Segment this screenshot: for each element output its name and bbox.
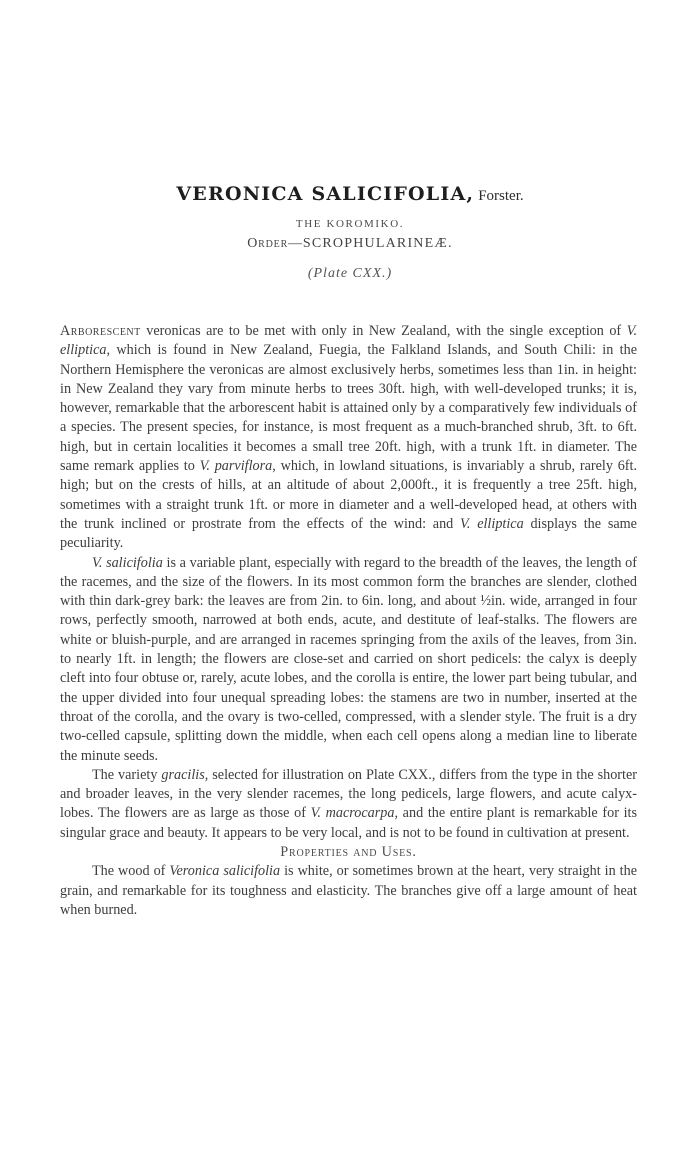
species-name: V. parviflora	[199, 458, 273, 475]
variety-name: gracilis	[161, 766, 205, 783]
plate-reference: (Plate CXX.)	[307, 266, 393, 281]
species-name: V. salicifolia	[92, 554, 163, 571]
paragraph-properties	[60, 862, 637, 920]
text-run: , and the entire plant is remarkable for its singular grace and beauty. It appears to be very local, and is not to be found in cultivation at present.	[60, 805, 637, 841]
text-run: is white, or sometimes brown at the heart, very straight in the grain, and remarkable for its toughness and elasticity. The branches give off a large amount of heat when burned.	[60, 863, 638, 918]
order-prefix: Order—	[247, 236, 303, 251]
paragraph-variety	[60, 766, 637, 843]
section-heading-properties: Properties and Uses.	[280, 844, 417, 861]
species-name: V. elliptica	[60, 323, 637, 359]
text-run: The wood of	[92, 863, 170, 880]
species-name: V. macrocarpa	[310, 805, 395, 822]
text-run: , which is found in New Zealand, Fuegia, the Falkland Islands, and South Chili: in the Northern Hemisphere the veronicas are almost exclusively herbs, sometimes less than 1in. in height: in New Zealand they vary from minute herbs to trees 30ft. high, with well-developed trunks; it is, however, remarkable that the arborescent habit is attained only by a comparatively few individuals of a species. The present species, for instance, is most frequent as a much-branched shrub, 3ft. to 6ft. high, but in certain localities it becomes a small tree 20ft. high, with a trunk 1ft. in diameter. The same remark applies to	[60, 342, 637, 475]
order-name: SCROPHULARINEÆ.	[302, 236, 453, 251]
species-author: Forster.	[478, 188, 524, 204]
page-header	[0, 182, 700, 282]
text-run: veronicas are to be met with only in New Zealand, with the single exception of	[140, 323, 627, 339]
text-run: The variety	[92, 766, 162, 783]
species-name: V. elliptica	[460, 515, 524, 532]
species-name: Veronica salicifolia	[169, 863, 281, 880]
common-name: THE KOROMIKO.	[295, 218, 405, 230]
text-run: , selected for illustration on Plate CXX., differs from the type in the shorter and broader leaves, in the very slender racemes, the long pedicels, large flowers, and acute calyx-lobes. The flowers are as large as those of	[60, 766, 637, 822]
text-run: , which, in lowland situations, is invariably a shrub, rarely 6ft. high; but on the crests of hills, at an altitude of about 2,000ft., it is frequently a tree 25ft. high, sometimes with a straight trunk 1ft. or more in diameter and a well-developed head, at others with the trunk inclined or prostrate from the effects of the wind: and	[60, 458, 637, 532]
species-title-line	[0, 182, 700, 208]
text-run: is a variable plant, especially with regard to the breadth of the leaves, the length of the racemes, and the size of the flowers. In its most common form the branches are slender, clothed with thin dark-grey bark: the leaves are from 2in. to 6in. long, and about ½in. wide, arranged in four rows, perfectly smooth, narrowed at both ends, acute, and destitute of leaf-stalks. The flowers are white or bluish-purple, and are arranged in racemes springing from the axils of the leaves, from 3in. to nearly 1ft. in length; the flowers are close-set and carried on short pedicels: the calyx is deeply cleft into four obtuse or, rarely, acute lobes, and the corolla is entire, the lower part being tubular, and the upper divided into four unequal spreading lobes: the stamens are two in number, inserted at the throat of the corolla, and the ovary is two-celled, compressed, with a slender style. The fruit is a dry two-celled capsule, splitting down the middle, when each cell opens along a median line to liberate the minute seeds.	[60, 554, 637, 764]
text-run: displays the same peculiarity.	[60, 515, 637, 552]
article-body	[60, 322, 637, 920]
paragraph-arborescent	[60, 322, 637, 554]
order-line	[0, 236, 700, 252]
paragraph-description	[60, 554, 637, 766]
lead-word: Arborescent	[60, 323, 141, 339]
species-title: VERONICA SALICIFOLIA,	[176, 183, 475, 205]
